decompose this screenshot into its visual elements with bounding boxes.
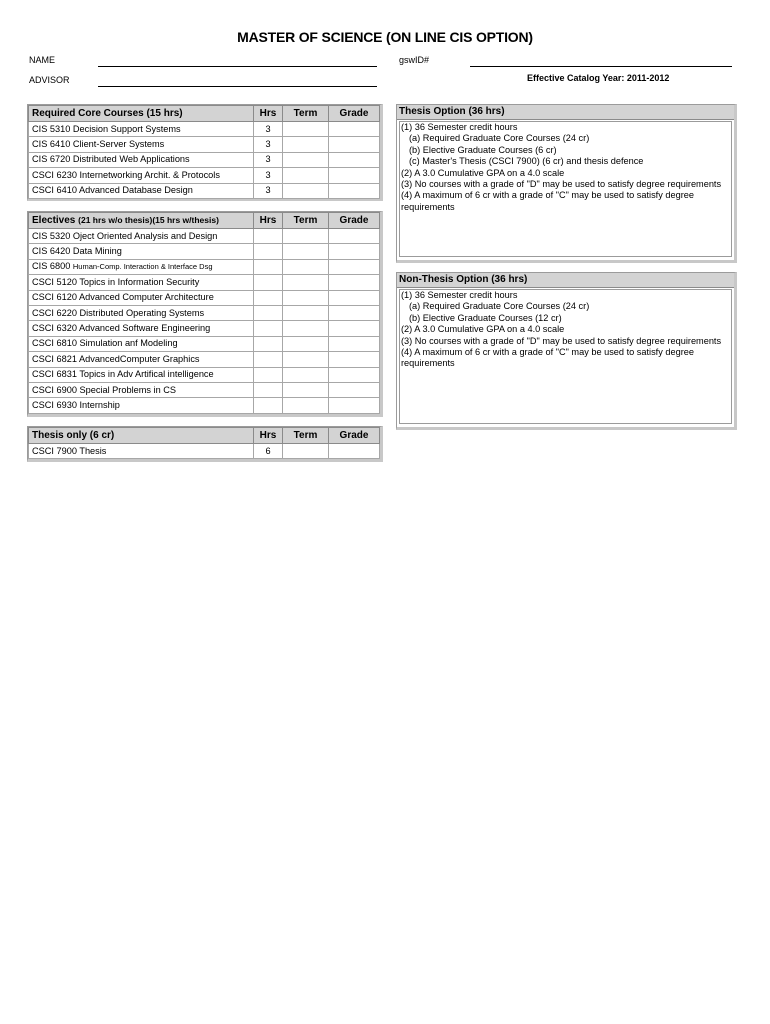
elective-course-name: CSCI 6120 Advanced Computer Architecture — [32, 292, 214, 303]
thesis-option-text — [399, 121, 732, 257]
core-courses-table — [28, 105, 380, 199]
core-course-name: CSCI 6410 Advanced Database Design — [32, 185, 193, 196]
electives-grade-header: Grade — [329, 213, 380, 229]
thesis-option-line: (c) Master's Thesis (CSCI 7900) (6 cr) and thesis defence — [409, 156, 644, 167]
core-course-name: CIS 5310 Decision Support Systems — [32, 123, 181, 134]
elective-course-cell — [29, 382, 254, 397]
advisor-label: ADVISOR — [29, 75, 70, 85]
elective-term-cell[interactable] — [283, 290, 329, 305]
elective-hrs-cell[interactable] — [254, 259, 283, 274]
thesis-option-line: (3) No courses with a grade of "D" may be used to satisfy degree requirements — [401, 179, 722, 190]
catalog-year: Effective Catalog Year: 2011-2012 — [527, 73, 670, 83]
elective-row — [29, 336, 380, 351]
elective-row — [29, 382, 380, 397]
elective-course-note: Human-Comp. Interaction & Interface Dsg — [72, 262, 213, 272]
elective-course-cell — [29, 336, 254, 351]
core-term-cell[interactable] — [283, 122, 329, 137]
elective-grade-cell[interactable] — [329, 367, 380, 382]
elective-hrs-cell[interactable] — [254, 305, 283, 320]
core-row — [29, 152, 380, 167]
elective-course-name: CSCI 6821 AdvancedComputer Graphics — [32, 353, 200, 364]
core-hrs-cell[interactable]: 3 — [254, 168, 283, 183]
elective-course-cell — [29, 321, 254, 336]
elective-course-name: CIS 5320 Oject Oriented Analysis and Design — [32, 230, 218, 241]
elective-grade-cell[interactable] — [329, 352, 380, 367]
electives-title-main: Electives — [32, 215, 76, 226]
elective-course-cell — [29, 398, 254, 413]
core-term-cell[interactable] — [283, 152, 329, 167]
core-term-header: Term — [283, 106, 329, 122]
elective-course-name: CSCI 5120 Topics in Information Security — [32, 276, 200, 287]
elective-grade-cell[interactable] — [329, 259, 380, 274]
core-grade-cell[interactable] — [329, 168, 380, 183]
core-grade-cell[interactable] — [329, 183, 380, 198]
core-hrs-header: Hrs — [254, 106, 283, 122]
core-term-cell[interactable] — [283, 183, 329, 198]
elective-grade-cell[interactable] — [329, 398, 380, 413]
elective-term-cell[interactable] — [283, 275, 329, 290]
elective-row — [29, 290, 380, 305]
core-course-name: CIS 6720 Distributed Web Applications — [32, 154, 190, 165]
elective-row — [29, 398, 380, 413]
elective-grade-cell[interactable] — [329, 336, 380, 351]
elective-course-cell — [29, 259, 254, 274]
core-grade-cell[interactable] — [329, 152, 380, 167]
thesis-option-line: (1) 36 Semester credit hours — [401, 122, 518, 132]
elective-course-cell — [29, 244, 254, 259]
non-thesis-option-box — [396, 272, 737, 430]
thesis-term-cell[interactable] — [283, 444, 329, 459]
elective-course-name: CIS 6800 — [32, 261, 71, 272]
core-row — [29, 183, 380, 198]
core-hrs-cell[interactable]: 3 — [254, 122, 283, 137]
elective-term-cell[interactable] — [283, 367, 329, 382]
non-thesis_option-line: (1) 36 Semester credit hours — [401, 290, 518, 300]
elective-course-cell — [29, 275, 254, 290]
thesis-hrs-header: Hrs — [254, 428, 283, 444]
elective-course-cell — [29, 367, 254, 382]
elective-course-name: CSCI 6220 Distributed Operating Systems — [32, 307, 205, 318]
elective-hrs-cell[interactable] — [254, 398, 283, 413]
page-title: MASTER OF SCIENCE (ON LINE CIS OPTION) — [237, 29, 533, 45]
elective-course-name: CSCI 6320 Advanced Software Engineering — [32, 323, 211, 334]
core-term-cell[interactable] — [283, 168, 329, 183]
core-row — [29, 168, 380, 183]
advisor-field[interactable] — [98, 86, 377, 87]
thesis-option-line: (a) Required Graduate Core Courses (24 cr) — [409, 133, 590, 144]
electives-title-note: (21 hrs w/o thesis)(15 hrs w/thesis) — [78, 215, 219, 225]
elective-term-cell[interactable] — [283, 229, 329, 244]
non-thesis-option-title: Non-Thesis Option (36 hrs) — [397, 273, 734, 288]
core-course-cell — [29, 183, 254, 198]
elective-term-cell[interactable] — [283, 305, 329, 320]
core-courses-title: Required Core Courses (15 hrs) — [29, 106, 254, 122]
elective-term-cell[interactable] — [283, 382, 329, 397]
core-hrs-cell[interactable]: 3 — [254, 183, 283, 198]
core-hrs-cell[interactable]: 3 — [254, 152, 283, 167]
elective-grade-cell[interactable] — [329, 305, 380, 320]
core-grade-cell[interactable] — [329, 137, 380, 152]
thesis-grade-header: Grade — [329, 428, 380, 444]
thesis-row — [29, 444, 380, 459]
thesis-course-cell — [29, 444, 254, 459]
electives-hrs-header: Hrs — [254, 213, 283, 229]
core-row — [29, 137, 380, 152]
elective-course-cell — [29, 290, 254, 305]
elective-course-name: CSCI 6831 Topics in Adv Artifical intelligence — [32, 369, 214, 380]
core-course-cell — [29, 168, 254, 183]
elective-course-name: CSCI 6930 Internship — [32, 399, 120, 410]
elective-hrs-cell[interactable] — [254, 321, 283, 336]
gswid-field[interactable] — [470, 66, 732, 67]
non-thesis_option-line: (4) A maximum of 6 cr with a grade of "C" may be used to satisfy degree requirements — [401, 347, 694, 369]
thesis-only-table — [28, 427, 380, 459]
elective-hrs-cell[interactable] — [254, 352, 283, 367]
name-field[interactable] — [98, 66, 377, 67]
core-course-cell — [29, 122, 254, 137]
elective-course-name: CIS 6420 Data Mining — [32, 246, 122, 257]
elective-hrs-cell[interactable] — [254, 382, 283, 397]
thesis-option-title: Thesis Option (36 hrs) — [397, 105, 734, 120]
elective-row — [29, 244, 380, 259]
elective-hrs-cell[interactable] — [254, 336, 283, 351]
elective-row — [29, 229, 380, 244]
elective-hrs-cell[interactable] — [254, 275, 283, 290]
elective-row — [29, 259, 380, 274]
thesis-option-line: (2) A 3.0 Cumulative GPA on a 4.0 scale — [401, 167, 565, 178]
elective-course-cell — [29, 305, 254, 320]
elective-grade-cell[interactable] — [329, 244, 380, 259]
non-thesis_option-line: (a) Required Graduate Core Courses (24 cr) — [409, 301, 590, 312]
thesis-option-line: (4) A maximum of 6 cr with a grade of "C" may be used to satisfy degree requirements — [401, 190, 694, 212]
thesis-hrs-cell[interactable]: 6 — [254, 444, 283, 459]
elective-grade-cell[interactable] — [329, 275, 380, 290]
core-course-name: CIS 6410 Client-Server Systems — [32, 139, 165, 150]
core-course-name: CSCI 6230 Internetworking Archit. & Protocols — [32, 169, 220, 180]
non-thesis-option-text — [399, 289, 732, 424]
elective-grade-cell[interactable] — [329, 321, 380, 336]
elective-hrs-cell[interactable] — [254, 229, 283, 244]
elective-course-cell — [29, 229, 254, 244]
gswid-label: gswID# — [399, 55, 430, 65]
core-term-cell[interactable] — [283, 137, 329, 152]
elective-course-name: CSCI 6900 Special Problems in CS — [32, 384, 177, 395]
elective-term-cell[interactable] — [283, 244, 329, 259]
non-thesis_option-line: (2) A 3.0 Cumulative GPA on a 4.0 scale — [401, 324, 565, 335]
elective-course-name: CSCI 6810 Simulation anf Modeling — [32, 338, 178, 349]
elective-term-cell[interactable] — [283, 259, 329, 274]
elective-hrs-cell[interactable] — [254, 367, 283, 382]
elective-term-cell[interactable] — [283, 352, 329, 367]
core-hrs-cell[interactable]: 3 — [254, 137, 283, 152]
elective-hrs-cell[interactable] — [254, 244, 283, 259]
thesis-term-header: Term — [283, 428, 329, 444]
thesis-only-title: Thesis only (6 cr) — [29, 428, 254, 444]
elective-row — [29, 321, 380, 336]
elective-row — [29, 305, 380, 320]
core-row — [29, 122, 380, 137]
elective-grade-cell[interactable] — [329, 290, 380, 305]
elective-hrs-cell[interactable] — [254, 290, 283, 305]
thesis-grade-cell[interactable] — [329, 444, 380, 459]
electives-title — [29, 213, 254, 229]
electives-table — [28, 212, 380, 414]
thesis-option-box — [396, 104, 737, 263]
core-course-cell — [29, 137, 254, 152]
elective-term-cell[interactable] — [283, 321, 329, 336]
core-grade-cell[interactable] — [329, 122, 380, 137]
electives-term-header: Term — [283, 213, 329, 229]
core-course-cell — [29, 152, 254, 167]
thesis-course-name: CSCI 7900 Thesis — [32, 445, 107, 456]
core-grade-header: Grade — [329, 106, 380, 122]
elective-course-cell — [29, 352, 254, 367]
elective-term-cell[interactable] — [283, 336, 329, 351]
thesis-option-line: (b) Elective Graduate Courses (6 cr) — [409, 144, 557, 155]
elective-grade-cell[interactable] — [329, 382, 380, 397]
name-label: NAME — [29, 55, 56, 65]
non-thesis_option-line: (3) No courses with a grade of "D" may be used to satisfy degree requirements — [401, 335, 722, 346]
non-thesis_option-line: (b) Elective Graduate Courses (12 cr) — [409, 312, 562, 323]
elective-grade-cell[interactable] — [329, 229, 380, 244]
elective-row — [29, 352, 380, 367]
elective-row — [29, 275, 380, 290]
elective-row — [29, 367, 380, 382]
elective-term-cell[interactable] — [283, 398, 329, 413]
